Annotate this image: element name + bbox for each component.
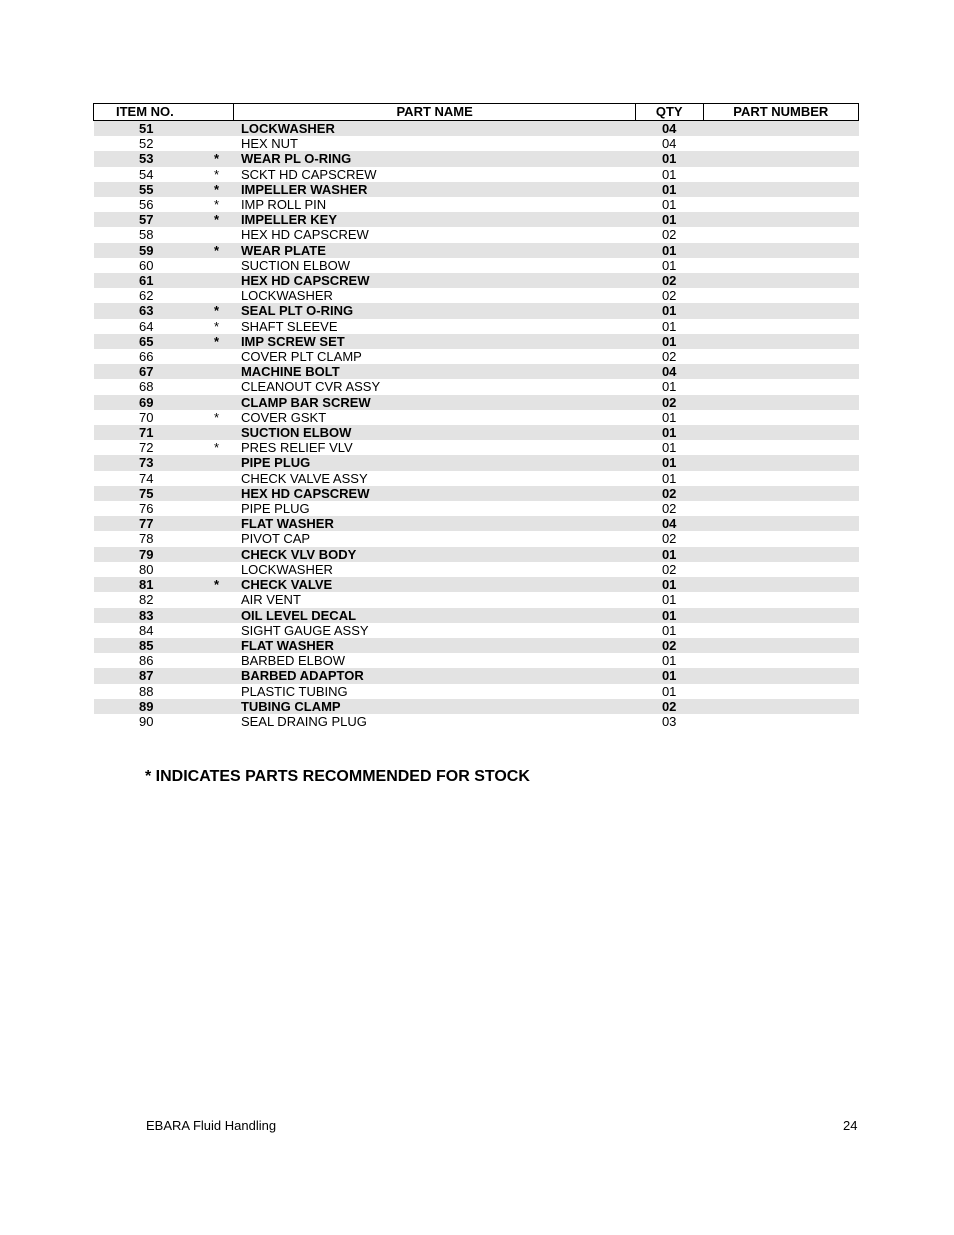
table-row [94,653,859,668]
part-number-cell [703,121,858,137]
table-row [94,410,859,425]
stock-marker-cell: * [199,303,234,318]
qty-cell: 01 [661,653,677,669]
part-name-cell: SHAFT SLEEVE [240,318,338,334]
part-number-cell [703,638,858,653]
table-row [94,425,859,440]
stock-marker-cell [199,501,234,516]
item-no-cell: 88 [139,683,154,699]
part-name-cell: SEAL PLT O-RING [234,303,635,318]
part-name-cell: CLAMP BAR SCREW [234,395,635,410]
table-row [94,699,859,714]
part-number-cell [703,699,858,714]
item-no-cell: 85 [94,638,200,653]
table-row [94,714,859,729]
part-number-cell [703,227,858,242]
part-number-cell [703,136,858,151]
stock-marker-cell: * [213,318,220,334]
item-no-cell: 66 [139,349,154,365]
part-name-cell: CHECK VLV BODY [234,547,635,562]
table-row [94,516,859,531]
qty-cell: 01 [661,409,677,425]
qty-cell: 01 [661,470,677,486]
part-name-cell: WEAR PLATE [234,243,635,258]
part-name-cell: CLEANOUT CVR ASSY [240,379,381,395]
stock-marker-cell [199,592,234,607]
item-no-cell: 56 [139,197,154,213]
table-row [94,440,859,455]
qty-cell: 01 [635,334,703,349]
qty-cell: 01 [635,151,703,166]
qty-cell: 02 [661,288,677,304]
item-no-cell: 52 [139,136,154,152]
qty-cell: 01 [661,592,677,608]
part-number-cell [703,440,858,455]
table-row [94,243,859,258]
part-name-cell: TUBING CLAMP [234,699,635,714]
part-name-cell: PLASTIC TUBING [240,683,348,699]
stock-marker-cell [199,638,234,653]
part-number-cell [703,410,858,425]
stock-marker-cell [199,699,234,714]
qty-cell: 01 [661,197,677,213]
qty-cell: 04 [635,364,703,379]
part-name-cell: LOCKWASHER [240,288,333,304]
table-row [94,349,859,364]
part-number-cell [703,471,858,486]
table-row [94,273,859,288]
stock-marker-cell [199,258,234,273]
part-name-cell: COVER PLT CLAMP [240,349,362,365]
part-name-cell: HEX HD CAPSCREW [234,486,635,501]
stock-note: * INDICATES PARTS RECOMMENDED FOR STOCK [145,768,530,785]
qty-cell: 01 [635,577,703,592]
qty-cell: 01 [661,166,677,182]
table-row [94,501,859,516]
item-no-cell: 57 [94,212,200,227]
item-no-cell: 83 [94,608,200,623]
qty-cell: 04 [635,121,703,137]
item-no-cell: 74 [139,470,154,486]
item-no-cell: 70 [139,409,154,425]
item-no-cell: 64 [139,318,154,334]
qty-cell: 02 [635,486,703,501]
footer-page-number: 24 [843,1118,858,1133]
item-no-cell: 61 [94,273,200,288]
stock-marker-cell: * [199,212,234,227]
part-number-cell [703,547,858,562]
stock-marker-cell [199,364,234,379]
part-number-cell [703,562,858,577]
qty-cell: 01 [661,257,677,273]
part-number-cell [703,319,858,334]
qty-cell: 01 [635,547,703,562]
stock-marker-cell [199,516,234,531]
part-name-cell: SIGHT GAUGE ASSY [240,622,369,638]
item-no-cell: 59 [94,243,200,258]
stock-marker-cell [199,349,234,364]
part-name-cell: WEAR PL O-RING [234,151,635,166]
qty-cell: 02 [661,501,677,517]
table-row [94,623,859,638]
table-row [94,638,859,653]
qty-cell: 01 [635,182,703,197]
item-no-cell: 84 [139,622,154,638]
stock-marker-cell: * [213,166,220,182]
item-no-cell: 58 [139,227,154,243]
part-number-cell [703,288,858,303]
table-row [94,319,859,334]
item-no-cell: 73 [94,455,200,470]
qty-cell: 02 [661,227,677,243]
stock-marker-cell [199,531,234,546]
qty-cell: 01 [661,622,677,638]
part-name-cell: PIVOT CAP [240,531,311,547]
part-name-cell: HEX HD CAPSCREW [234,273,635,288]
table-row [94,577,859,592]
qty-cell: 01 [661,683,677,699]
header-item-no: ITEM NO. [94,104,234,121]
part-name-cell: IMPELLER KEY [234,212,635,227]
part-number-cell [703,334,858,349]
qty-cell: 01 [635,212,703,227]
part-name-cell: IMPELLER WASHER [234,182,635,197]
stock-marker-cell: * [199,243,234,258]
qty-cell: 01 [635,303,703,318]
part-number-cell [703,395,858,410]
table-row [94,668,859,683]
table-row [94,486,859,501]
part-name-cell: SUCTION ELBOW [234,425,635,440]
item-no-cell: 89 [94,699,200,714]
stock-marker-cell [199,288,234,303]
part-number-cell [703,714,858,729]
stock-marker-cell [199,136,234,151]
parts-table-body [94,121,859,730]
part-name-cell: BARBED ADAPTOR [234,668,635,683]
part-number-cell [703,684,858,699]
stock-marker-cell [199,684,234,699]
item-no-cell: 72 [139,440,154,456]
stock-marker-cell [199,486,234,501]
table-row [94,167,859,182]
part-number-cell [703,258,858,273]
qty-cell: 02 [661,561,677,577]
part-number-cell [703,623,858,638]
stock-marker-cell [199,623,234,638]
item-no-cell: 62 [139,288,154,304]
item-no-cell: 87 [94,668,200,683]
table-row [94,227,859,242]
table-row [94,471,859,486]
table-row [94,531,859,546]
table-row [94,151,859,166]
part-number-cell [703,273,858,288]
part-number-cell [703,668,858,683]
part-name-cell: COVER GSKT [240,409,327,425]
part-name-cell: SUCTION ELBOW [240,257,351,273]
item-no-cell: 82 [139,592,154,608]
item-no-cell: 68 [139,379,154,395]
part-number-cell [703,167,858,182]
part-number-cell [703,608,858,623]
part-number-cell [703,379,858,394]
item-no-cell: 65 [94,334,200,349]
table-row [94,136,859,151]
qty-cell: 01 [661,379,677,395]
stock-marker-cell [199,714,234,729]
qty-cell: 01 [635,243,703,258]
part-name-cell: LOCKWASHER [234,121,635,137]
part-name-cell: BARBED ELBOW [240,653,345,669]
table-row [94,547,859,562]
qty-cell: 01 [635,608,703,623]
stock-marker-cell [199,653,234,668]
qty-cell: 01 [661,318,677,334]
table-row [94,562,859,577]
item-no-cell: 80 [139,561,154,577]
table-row [94,684,859,699]
table-row [94,303,859,318]
part-name-cell: AIR VENT [240,592,301,608]
stock-marker-cell [199,121,234,137]
qty-cell: 01 [635,668,703,683]
stock-marker-cell [199,471,234,486]
table-row [94,121,859,137]
footer-company: EBARA Fluid Handling [146,1118,277,1133]
qty-cell: 04 [661,136,677,152]
stock-marker-cell: * [213,197,220,213]
item-no-cell: 75 [94,486,200,501]
part-number-cell [703,212,858,227]
qty-cell: 01 [635,425,703,440]
part-number-cell [703,486,858,501]
part-name-cell: OIL LEVEL DECAL [234,608,635,623]
part-number-cell [703,182,858,197]
item-no-cell: 67 [94,364,200,379]
part-number-cell [703,349,858,364]
part-number-cell [703,364,858,379]
part-name-cell: PRES RELIEF VLV [240,440,353,456]
table-row [94,212,859,227]
item-no-cell: 54 [139,166,154,182]
qty-cell: 02 [661,349,677,365]
part-name-cell: HEX HD CAPSCREW [240,227,369,243]
table-header-row [94,104,859,121]
part-number-cell [703,455,858,470]
part-number-cell [703,577,858,592]
item-no-cell: 79 [94,547,200,562]
part-number-cell [703,592,858,607]
part-name-cell: CHECK VALVE [234,577,635,592]
item-no-cell: 86 [139,653,154,669]
table-row [94,455,859,470]
stock-marker-cell: * [213,409,220,425]
item-no-cell: 55 [94,182,200,197]
qty-cell: 02 [635,699,703,714]
stock-marker-cell [199,379,234,394]
part-name-cell: PIPE PLUG [234,455,635,470]
table-row [94,379,859,394]
stock-marker-cell [199,668,234,683]
part-number-cell [703,516,858,531]
stock-marker-cell: * [199,151,234,166]
table-row [94,592,859,607]
part-number-cell [703,243,858,258]
header-part-number: PART NUMBER [703,104,858,121]
table-row [94,334,859,349]
table-row [94,197,859,212]
item-no-cell: 90 [139,713,154,729]
part-number-cell [703,531,858,546]
stock-marker-cell: * [199,182,234,197]
part-name-cell: SEAL DRAING PLUG [240,713,367,729]
item-no-cell: 51 [94,121,200,137]
table-row [94,395,859,410]
qty-cell: 02 [635,395,703,410]
stock-marker-cell [199,547,234,562]
parts-table [93,103,859,729]
part-name-cell: SCKT HD CAPSCREW [240,166,377,182]
part-name-cell: FLAT WASHER [234,638,635,653]
stock-marker-cell [199,395,234,410]
table-row [94,288,859,303]
qty-cell: 01 [661,440,677,456]
table-row [94,364,859,379]
item-no-cell: 77 [94,516,200,531]
stock-marker-cell: * [199,334,234,349]
stock-marker-cell: * [199,577,234,592]
part-name-cell: PIPE PLUG [240,501,310,517]
part-number-cell [703,151,858,166]
header-qty: QTY [635,104,703,121]
stock-marker-cell: * [213,440,220,456]
table-row [94,258,859,273]
item-no-cell: 60 [139,257,154,273]
part-name-cell: CHECK VALVE ASSY [240,470,368,486]
part-name-cell: MACHINE BOLT [234,364,635,379]
item-no-cell: 69 [94,395,200,410]
item-no-cell: 78 [139,531,154,547]
qty-cell: 04 [635,516,703,531]
part-number-cell [703,653,858,668]
stock-marker-cell [199,562,234,577]
table-row [94,182,859,197]
part-number-cell [703,303,858,318]
part-name-cell: IMP ROLL PIN [240,197,327,213]
part-name-cell: LOCKWASHER [240,561,333,577]
stock-marker-cell [199,273,234,288]
qty-cell: 02 [635,273,703,288]
item-no-cell: 71 [94,425,200,440]
qty-cell: 01 [635,455,703,470]
item-no-cell: 81 [94,577,200,592]
stock-marker-cell [199,425,234,440]
item-no-cell: 53 [94,151,200,166]
table-row [94,608,859,623]
stock-marker-cell [199,455,234,470]
qty-cell: 03 [661,713,677,729]
part-name-cell: HEX NUT [240,136,298,152]
part-number-cell [703,425,858,440]
part-number-cell [703,501,858,516]
part-name-cell: IMP SCREW SET [234,334,635,349]
header-part-name: PART NAME [234,104,635,121]
part-name-cell: FLAT WASHER [234,516,635,531]
stock-marker-cell [199,608,234,623]
item-no-cell: 63 [94,303,200,318]
part-number-cell [703,197,858,212]
stock-marker-cell [199,227,234,242]
qty-cell: 02 [635,638,703,653]
qty-cell: 02 [661,531,677,547]
item-no-cell: 76 [139,501,154,517]
